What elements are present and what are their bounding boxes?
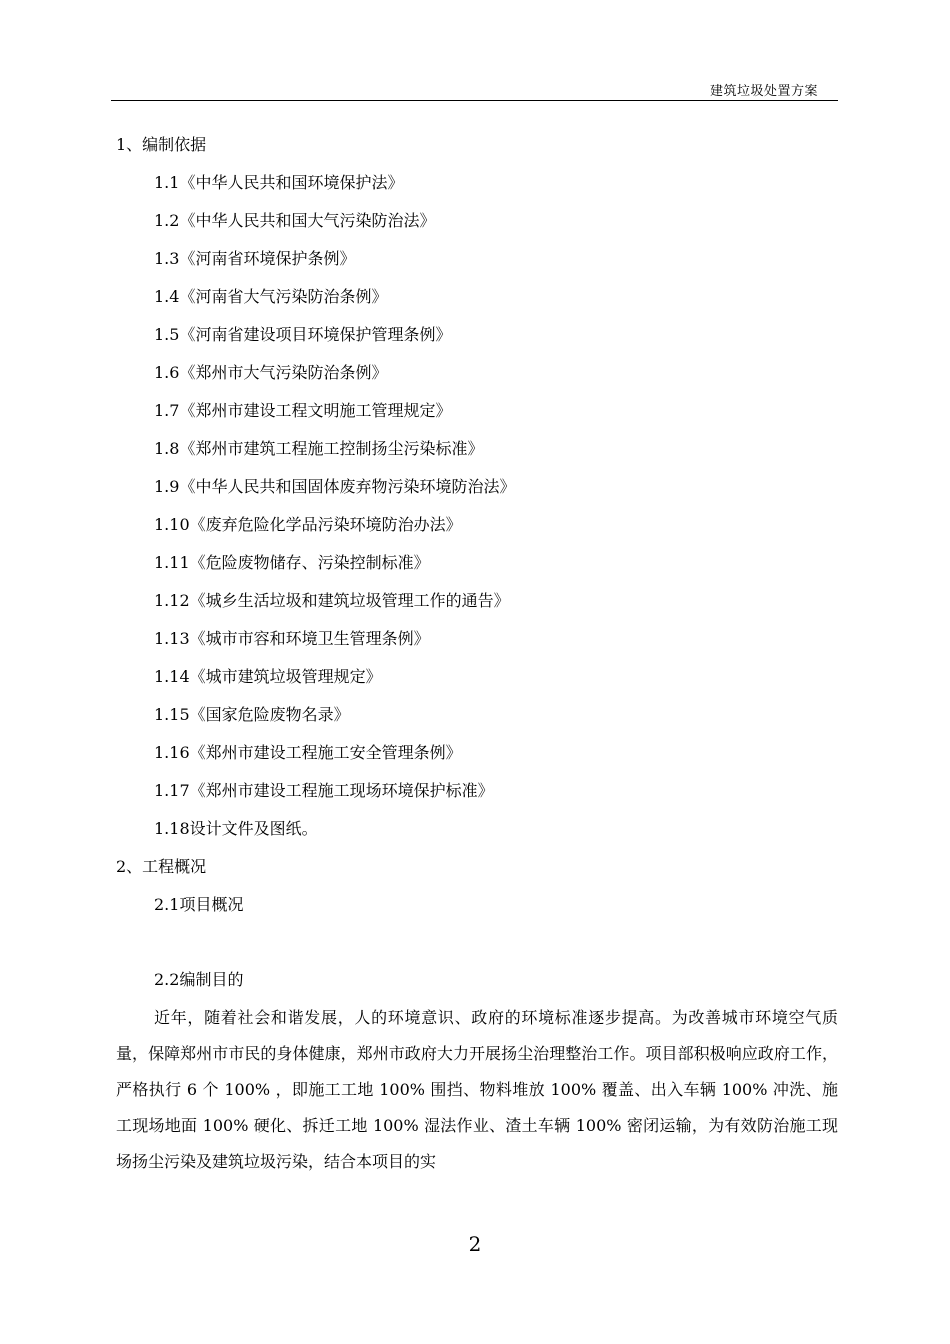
header-rule [111, 100, 838, 101]
reference-item: 1.8《郑州市建筑工程施工控制扬尘污染标准》 [154, 439, 484, 458]
section-heading-2: 2、工程概况 [116, 857, 207, 876]
reference-item: 1.7《郑州市建设工程文明施工管理规定》 [154, 401, 452, 420]
reference-item: 1.13《城市市容和环境卫生管理条例》 [154, 629, 430, 648]
page-content [116, 126, 838, 1180]
reference-item: 1.17《郑州市建设工程施工现场环境保护标准》 [154, 781, 494, 800]
reference-item: 1.9《中华人民共和国固体废弃物污染环境防治法》 [154, 477, 516, 496]
reference-item: 1.15《国家危险废物名录》 [154, 705, 350, 724]
reference-item: 1.18设计文件及图纸。 [154, 819, 318, 838]
reference-item: 1.14《城市建筑垃圾管理规定》 [154, 667, 382, 686]
reference-item: 1.10《废弃危险化学品污染环境防治办法》 [154, 515, 462, 534]
blank-line [116, 924, 838, 961]
running-header-title: 建筑垃圾处置方案 [709, 84, 818, 99]
body-paragraph: 近年，随着社会和谐发展，人的环境意识、政府的环境标准逐步提高。为改善城市环境空气质量，保障郑州市市民的身体健康，郑州市政府大力开展扬尘治理整治工作。项目部积极响应政府工作，严格执行 6 个 100% ，即施工工地 100% 围挡、物料堆放 100% 覆盖、出入车辆 100% 冲洗、施工现场地面 100% 硬化、拆迁工地 100% 湿法作业、渣土车辆 100% 密闭运输，为有效防治施工现场扬尘污染及建筑垃圾污染，结合本项目的实 [116, 1008, 838, 1171]
reference-item: 1.1《中华人民共和国环境保护法》 [154, 173, 404, 192]
subsection-heading-2-1: 2.1项目概况 [154, 895, 244, 914]
section-heading-1: 1、编制依据 [116, 135, 207, 154]
reference-item: 1.5《河南省建设项目环境保护管理条例》 [154, 325, 452, 344]
reference-item: 1.6《郑州市大气污染防治条例》 [154, 363, 388, 382]
subsection-heading-2-2: 2.2编制目的 [154, 970, 244, 989]
reference-item: 1.4《河南省大气污染防治条例》 [154, 287, 388, 306]
reference-item: 1.11《危险废物储存、污染控制标准》 [154, 553, 430, 572]
reference-item: 1.12《城乡生活垃圾和建筑垃圾管理工作的通告》 [154, 591, 510, 610]
reference-item: 1.3《河南省环境保护条例》 [154, 249, 356, 268]
reference-item: 1.2《中华人民共和国大气污染防治法》 [154, 211, 436, 230]
page-number: 2 [468, 1232, 482, 1256]
reference-item: 1.16《郑州市建设工程施工安全管理条例》 [154, 743, 462, 762]
